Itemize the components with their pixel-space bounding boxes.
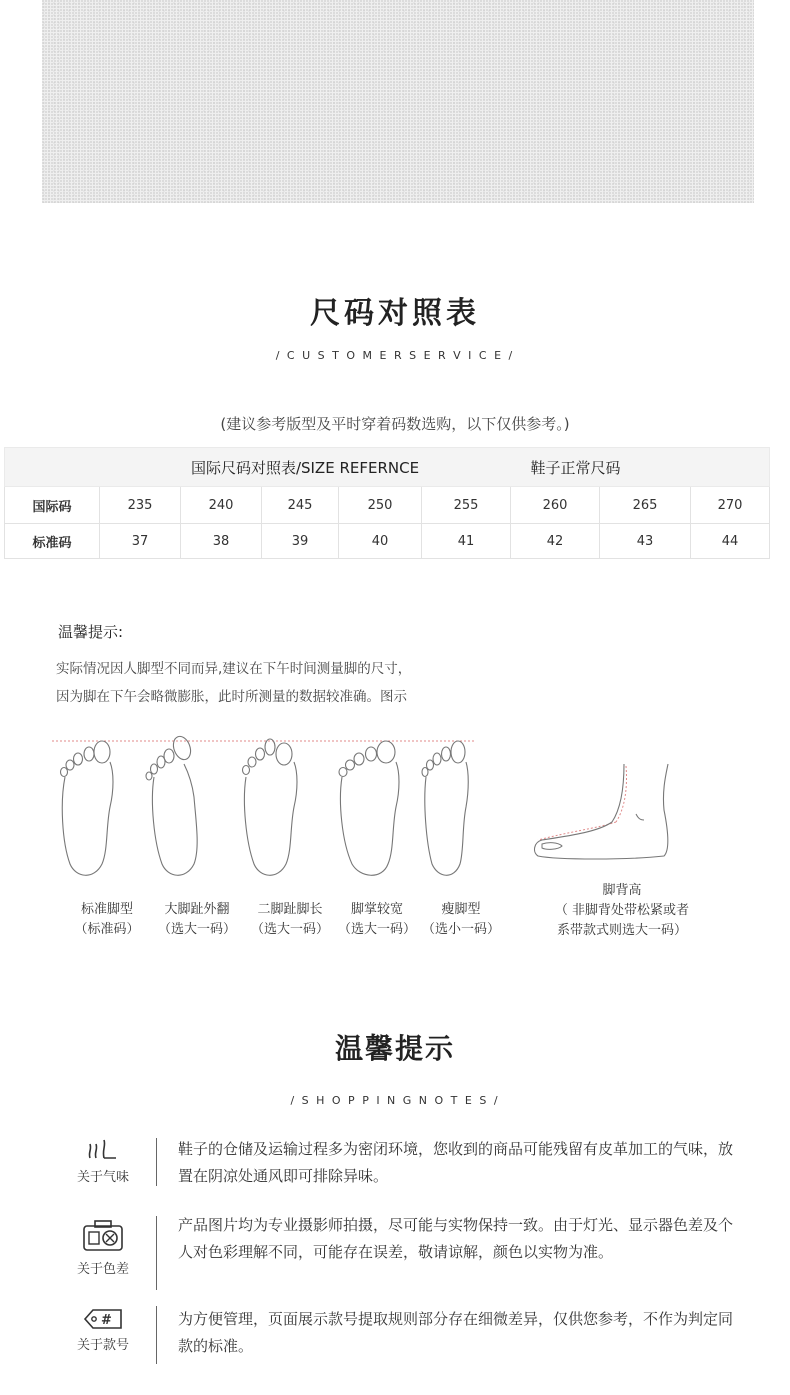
note-text: 为方便管理，页面展示款号提取规则部分存在细微差异，仅供您参考，不作为判定同款的标准。 — [178, 1310, 734, 1355]
table-cell: 41 — [422, 524, 511, 559]
foot-label-second-toe — [244, 900, 336, 940]
standard-foot-icon — [61, 741, 114, 875]
foot-name: 标准脚型 — [80, 902, 133, 917]
size-table — [4, 447, 770, 559]
foot-advice: 系带款式则选大一码） — [556, 923, 687, 938]
divider — [156, 1138, 157, 1186]
camera-icon — [60, 1218, 146, 1256]
smell-icon — [60, 1138, 146, 1164]
foot-name: 瘦脚型 — [441, 902, 481, 917]
long-second-toe-foot-icon — [243, 739, 298, 875]
table-row — [5, 487, 770, 524]
size-chart-subtitle: / C U S T O M E R S E R V I C E / — [275, 349, 515, 362]
table-cell: 43 — [600, 524, 691, 559]
foot-advice: （ 非脚背处带松紧或者 — [554, 903, 690, 918]
table-cell: 37 — [100, 524, 181, 559]
note-item-smell — [60, 1134, 740, 1194]
size-chart-note: (建议参考版型及平时穿着码数选购，以下仅供参考。) — [220, 415, 570, 433]
foot-advice: （选大一码） — [337, 922, 416, 937]
tips-line-2: 因为脚在下午会略微膨胀，此时所测量的数据较准确。图示 — [56, 689, 407, 705]
table-cell: 38 — [181, 524, 262, 559]
tips-line-1: 实际情况因人脚型不同而异,建议在下午时间测量脚的尺寸， — [56, 661, 412, 677]
foot-name: 脚掌较宽 — [350, 902, 403, 917]
foot-name: 脚背高 — [602, 883, 642, 898]
table-cell: 42 — [511, 524, 600, 559]
foot-advice: （选大一码） — [157, 922, 236, 937]
note-text: 鞋子的仓储及运输过程多为密闭环境，您收到的商品可能残留有皮革加工的气味，放置在阴凉处通风即可排除异味。 — [178, 1140, 734, 1185]
foot-label-wide — [334, 900, 420, 940]
thin-foot-icon — [422, 741, 468, 875]
table-cell: 265 — [600, 487, 691, 524]
table-title: 国际尺码对照表/SIZE REFERNCE — [100, 448, 511, 487]
table-cell: 245 — [262, 487, 339, 524]
table-header-empty — [5, 448, 100, 487]
table-cell: 40 — [339, 524, 422, 559]
note-text: 产品图片均为专业摄影师拍摄，尽可能与实物保持一致。由于灯光、显示器色差及个人对色彩理解不同，可能存在误差，敬请谅解，颜色以实物为准。 — [178, 1216, 734, 1261]
bunion-foot-icon — [146, 734, 197, 875]
tips-title: 温馨提示: — [58, 623, 124, 641]
table-header-row — [5, 448, 770, 487]
foot-advice: （标准码） — [74, 922, 140, 937]
wide-foot-icon — [339, 741, 399, 875]
foot-name: 大脚趾外翻 — [164, 902, 230, 917]
foot-shapes-illustration — [50, 732, 490, 882]
table-cell: 235 — [100, 487, 181, 524]
table-cell: 39 — [262, 524, 339, 559]
shopping-notes-title: 温馨提示 — [334, 1032, 455, 1065]
table-title-right: 鞋子正常尺码 — [511, 448, 770, 487]
high-instep-foot-icon — [528, 760, 678, 868]
note-label: 关于色差 — [76, 1262, 129, 1277]
row-label: 标准码 — [5, 524, 100, 559]
foot-label-thin — [416, 900, 506, 940]
foot-name: 二脚趾脚长 — [257, 902, 323, 917]
size-chart-title: 尺码对照表 — [310, 296, 480, 331]
shopping-notes-subtitle: / S H O P P I N G N O T E S / — [290, 1094, 500, 1107]
note-item-color — [60, 1214, 740, 1294]
svg-text:#: # — [101, 1313, 112, 1328]
note-label: 关于款号 — [76, 1338, 129, 1353]
foot-label-bunion — [152, 900, 242, 940]
foot-label-instep — [538, 881, 706, 941]
divider — [156, 1306, 157, 1364]
table-cell: 250 — [339, 487, 422, 524]
divider — [156, 1216, 157, 1290]
table-cell: 270 — [691, 487, 770, 524]
product-image-texture — [42, 0, 754, 203]
foot-advice: （选小一码） — [421, 922, 500, 937]
table-cell: 44 — [691, 524, 770, 559]
row-label: 国际码 — [5, 487, 100, 524]
foot-advice: （选大一码） — [250, 922, 329, 937]
foot-label-standard — [64, 900, 150, 940]
note-item-style-number — [60, 1306, 740, 1366]
note-label: 关于气味 — [76, 1170, 129, 1185]
table-row — [5, 524, 770, 559]
table-cell: 240 — [181, 487, 262, 524]
tag-icon — [60, 1308, 146, 1334]
table-cell: 260 — [511, 487, 600, 524]
table-cell: 255 — [422, 487, 511, 524]
